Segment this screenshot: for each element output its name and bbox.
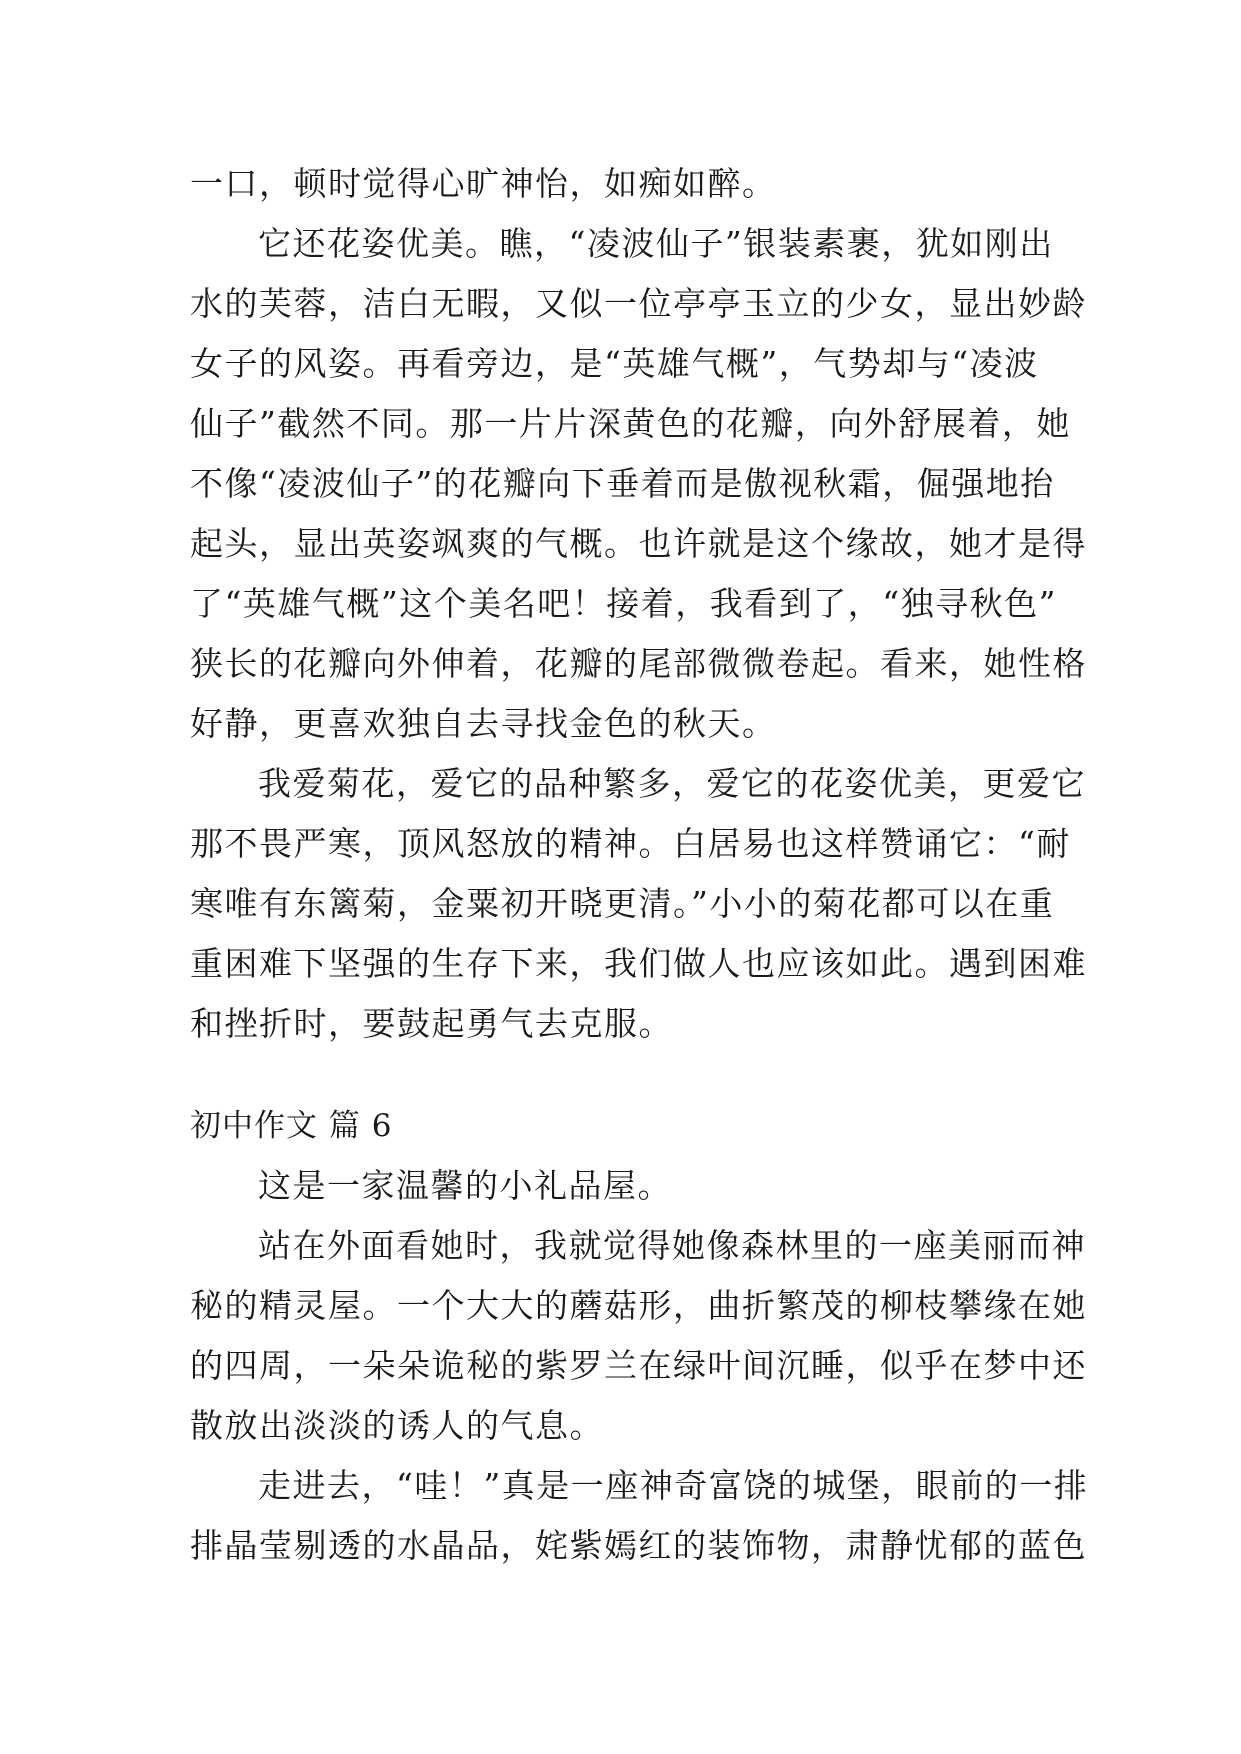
text-line: 的四周，一朵朵诡秘的紫罗兰在绿叶间沉睡，似乎在梦中还 [190, 1346, 1087, 1385]
text-line: 秘的精灵屋。一个大大的蘑菇形，曲折繁茂的柳枝攀缘在她 [190, 1286, 1087, 1325]
text-line: 女子的风姿。再看旁边，是“英雄气概”，气势却与“凌波 [190, 344, 1039, 383]
text-line: 寒唯有东篱菊，金粟初开晓更清。”小小的菊花都可以在重 [190, 884, 1055, 923]
paragraph-start-line: 它还花姿优美。瞧，“凌波仙子”银装素裹，犹如刚出 [258, 224, 1054, 263]
text-line: 不像“凌波仙子”的花瓣向下垂着而是傲视秋霜，倔强地抬 [190, 464, 1055, 503]
text-line: 好静，更喜欢独自去寻找金色的秋天。 [190, 704, 777, 743]
section-heading: 初中作文 篇 6 [190, 1108, 393, 1144]
text-line: 和挫折时，要鼓起勇气去克服。 [190, 1004, 673, 1043]
text-line: 仙子”截然不同。那一片片深黄色的花瓣，向外舒展着，她 [190, 404, 1071, 443]
text-line: 起头，显出英姿飒爽的气概。也许就是这个缘故，她才是得 [190, 524, 1087, 563]
text-line: 排晶莹剔透的水晶品，姹紫嫣红的装饰物，肃静忧郁的蓝色 [190, 1526, 1087, 1565]
text-line: 狭长的花瓣向外伸着，花瓣的尾部微微卷起。看来，她性格 [190, 644, 1087, 683]
text-line: 那不畏严寒，顶风怒放的精神。白居易也这样赞诵它：“耐 [190, 824, 1071, 863]
paragraph-start-line: 走进去，“哇！”真是一座神奇富饶的城堡，眼前的一排 [258, 1466, 1089, 1505]
paragraph-start-line: 这是一家温馨的小礼品屋。 [258, 1166, 672, 1205]
text-line: 散放出淡淡的诱人的气息。 [190, 1406, 604, 1445]
text-line: 水的芙蓉，洁白无暇，又似一位亭亭玉立的少女，显出妙龄 [190, 284, 1087, 323]
text-line: 了“英雄气概”这个美名吧！接着，我看到了，“独寻秋色” [190, 584, 1057, 623]
text-line: 重困难下坚强的生存下来，我们做人也应该如此。遇到困难 [190, 944, 1087, 983]
paragraph-start-line: 站在外面看她时，我就觉得她像森林里的一座美丽而神 [258, 1226, 1086, 1265]
paragraph-start-line: 我爱菊花，爱它的品种繁多，爱它的花姿优美，更爱它 [258, 764, 1086, 803]
text-line: 一口，顿时觉得心旷神怡，如痴如醉。 [190, 164, 777, 203]
